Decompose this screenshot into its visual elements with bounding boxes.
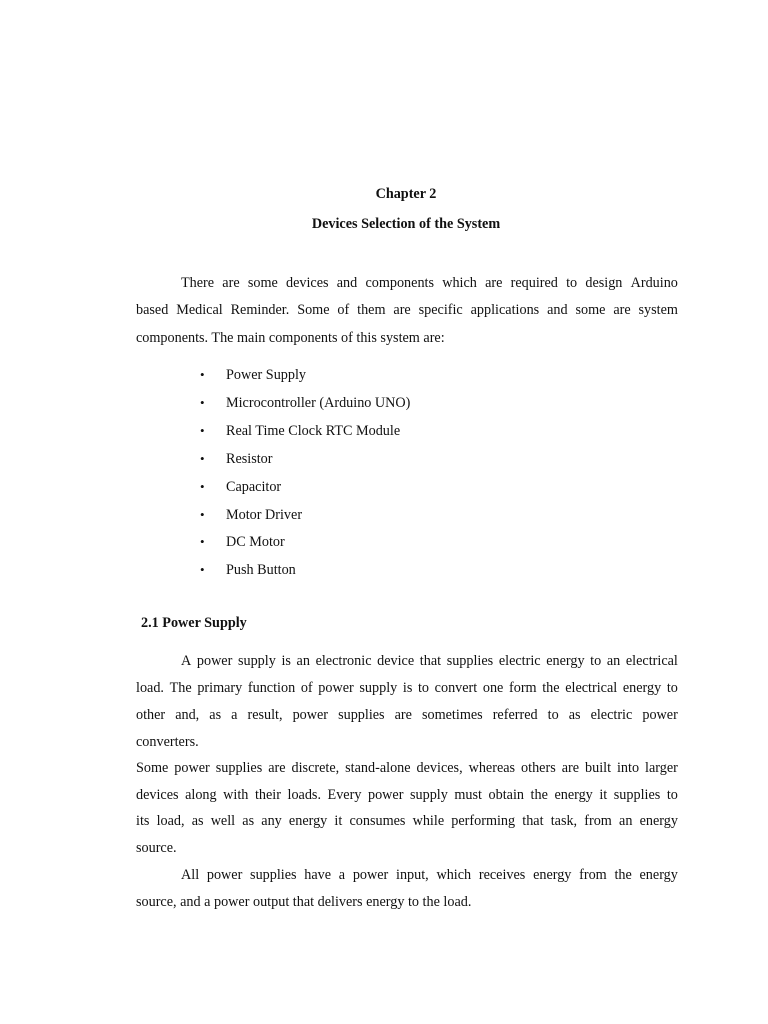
p1-line-3: other and, as a result, power supplies are sometimes referred to as electric power bbox=[136, 707, 678, 723]
list-item: • Push Button bbox=[200, 562, 296, 578]
p3-line-2: source, and a power output that delivers energy to the load. bbox=[136, 894, 472, 910]
intro-line-2: based Medical Reminder. Some of them are specific applications and some are system bbox=[136, 302, 678, 318]
p2-line-4: source. bbox=[136, 840, 177, 856]
list-item: • Power Supply bbox=[200, 367, 307, 383]
bullet-icon: • bbox=[200, 451, 205, 466]
chapter-title: Devices Selection of the System bbox=[311, 216, 501, 232]
intro-line-3: components. The main components of this system are: bbox=[136, 330, 445, 346]
bullet-icon: • bbox=[200, 562, 205, 577]
p2-line-1: Some power supplies are discrete, stand-alone devices, whereas others are built into larger bbox=[136, 760, 678, 776]
p2-line-2: devices along with their loads. Every power supply must obtain the energy it supplies to bbox=[136, 787, 678, 803]
bullet-icon: • bbox=[200, 534, 205, 549]
section-heading: 2.1 Power Supply bbox=[141, 615, 247, 631]
list-item: • Real Time Clock RTC Module bbox=[200, 423, 401, 439]
list-item: • Microcontroller (Arduino UNO) bbox=[200, 395, 411, 411]
list-item: • DC Motor bbox=[200, 534, 285, 550]
list-item: • Resistor bbox=[200, 451, 273, 467]
bullet-icon: • bbox=[200, 507, 205, 522]
bullet-icon: • bbox=[200, 479, 205, 494]
list-item: • Capacitor bbox=[200, 479, 282, 495]
list-item: • Motor Driver bbox=[200, 507, 303, 523]
p2-line-3: its load, as well as any energy it consumes while performing that task, from an energy bbox=[136, 813, 678, 829]
p1-line-2: load. The primary function of power supply is to convert one form the electrical energy to bbox=[136, 680, 678, 696]
p1-line-4: converters. bbox=[136, 734, 199, 750]
chapter-number: Chapter 2 bbox=[375, 186, 437, 202]
bullet-icon: • bbox=[200, 423, 205, 438]
p1-line-1: A power supply is an electronic device that supplies electric energy to an electrical bbox=[181, 653, 678, 669]
intro-line-1: There are some devices and components which are required to design Arduino bbox=[181, 275, 678, 291]
bullet-icon: • bbox=[200, 395, 205, 410]
p3-line-1: All power supplies have a power input, which receives energy from the energy bbox=[181, 867, 678, 883]
bullet-icon: • bbox=[200, 367, 205, 382]
